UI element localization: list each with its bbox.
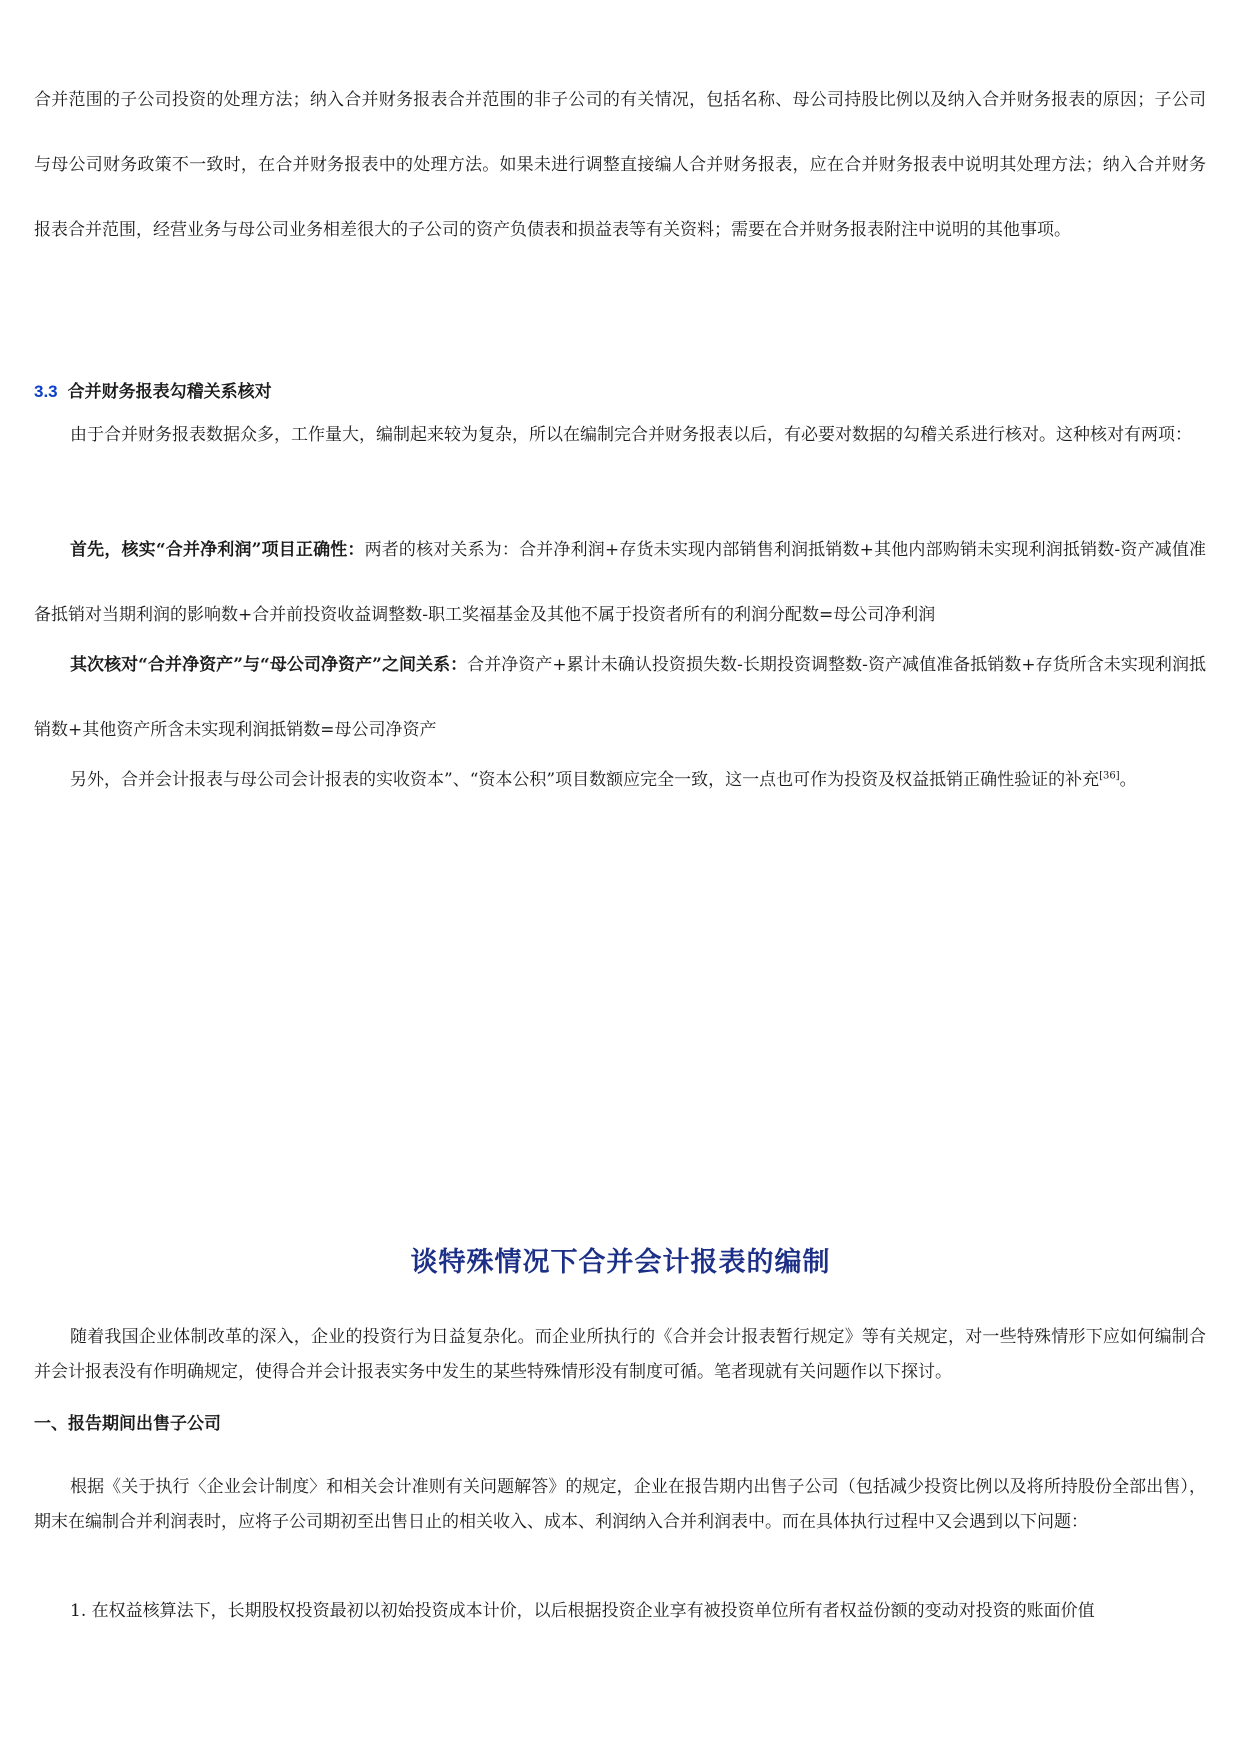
- article-title: 谈特殊情况下合并会计报表的编制: [410, 1247, 831, 1278]
- citation-reference: [36]: [1099, 770, 1120, 782]
- subheading-sold-subsidiary: 一、报告期间出售子公司: [34, 1414, 221, 1434]
- supplement-note-paragraph: [34, 748, 1206, 813]
- check-one-paragraph: [34, 518, 1206, 648]
- check-two-lead: 其次核对“合并净资产”与“母公司净资产”之间关系：: [70, 655, 468, 675]
- article-intro-paragraph: 随着我国企业体制改革的深入，企业的投资行为日益复杂化。而企业所执行的《合并会计报表暂行规定》等有关规定，对一些特殊情形下应如何编制合并会计报表没有作明确规定，使得合并会计报表实务中发生的某些特殊情形没有制度可循。笔者现就有关问题作以下探讨。: [34, 1327, 1206, 1382]
- body-paragraph-continued: 合并范围的子公司投资的处理方法；纳入合并财务报表合并范围的非子公司的有关情况，包括名称、母公司持股比例以及纳入合并财务报表的原因；子公司与母公司财务政策不一致时，在合并财务报表中的处理方法。如果未进行调整直接编人合并财务报表，应在合并财务报表中说明其处理方法；纳入合并财务报表合并范围，经营业务与母公司业务相差很大的子公司的资产负债表和损益表等有关资料；需要在合并财务报表附注中说明的其他事项。: [34, 90, 1206, 240]
- article-paragraph-1: 根据《关于执行〈企业会计制度〉和相关会计准则有关问题解答》的规定，企业在报告期内出售子公司（包括减少投资比例以及将所持股份全部出售），期末在编制合并利润表时，应将子公司期初至出售日止的相关收入、成本、利润纳入合并利润表中。而在具体执行过程中又会遇到以下问题：: [34, 1477, 1206, 1532]
- list-item-1: 1. 在权益核算法下，长期股权投资最初以初始投资成本计价，以后根据投资企业享有被投资单位所有者权益份额的变动对投资的账面价值: [70, 1601, 1095, 1621]
- supplement-note-end: 。: [1119, 770, 1137, 790]
- section-title: 合并财务报表勾稽关系核对: [67, 382, 272, 402]
- check-two-paragraph: [34, 633, 1206, 763]
- check-two-body: 合并净资产+累计未确认投资损失数-长期投资调整数-资产减值准备抵销数+存货所含未实现利润抵销数+其他资产所含未实现利润抵销数=母公司净资产: [34, 655, 1206, 740]
- supplement-note-text: 另外，合并会计报表与母公司会计报表的实收资本”、“资本公积”项目数额应完全一致，这一点也可作为投资及权益抵销正确性验证的补充: [70, 770, 1100, 790]
- section-intro-paragraph: 由于合并财务报表数据众多，工作量大，编制起来较为复杂，所以在编制完合并财务报表以后，有必要对数据的勾稽关系进行核对。这种核对有两项：: [70, 425, 1192, 445]
- check-one-lead: 首先，核实“合并净利润”项目正确性：: [70, 540, 365, 560]
- check-one-body: 两者的核对关系为：合并净利润+存货未实现内部销售利润抵销数+其他内部购销未实现利润抵销数-资产减值准备抵销对当期利润的影响数+合并前投资收益调整数-职工奖福基金及其他不属于投资者所有的利润分配数=母公司净利润: [34, 540, 1207, 625]
- section-heading-3-3: [34, 380, 272, 404]
- section-number: 3.3: [34, 382, 58, 401]
